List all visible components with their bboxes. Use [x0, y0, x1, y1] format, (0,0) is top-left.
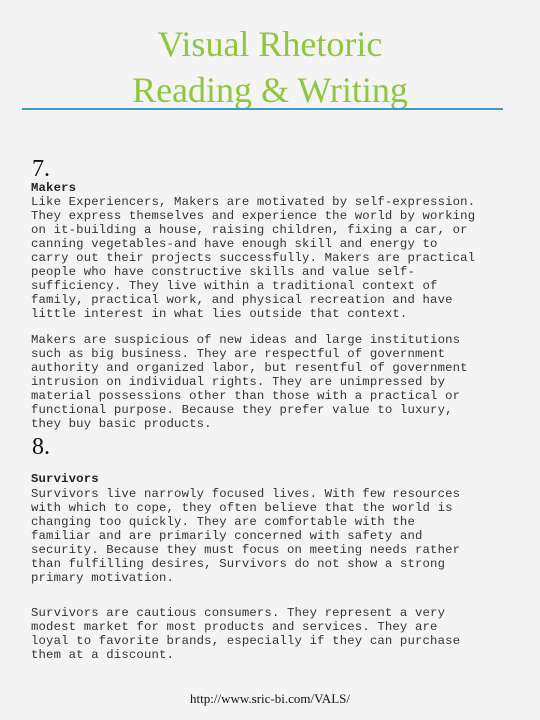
text-line: functional purpose. Because they prefer value to luxury,	[31, 403, 453, 417]
section-number-8: 8.	[32, 434, 50, 460]
text-line: modest market for most products and services. They are	[31, 620, 438, 634]
text-line: people who have constructive skills and value self-	[31, 265, 415, 279]
survivors-heading: Survivors	[31, 472, 99, 486]
text-line: carry out their projects successfully. Makers are practical	[31, 251, 476, 265]
makers-paragraph-1	[31, 195, 511, 321]
text-line: authority and organized labor, but resentful of government	[31, 361, 468, 375]
text-line: changing too quickly. They are comfortable with the	[31, 515, 415, 529]
makers-heading: Makers	[31, 181, 77, 195]
text-line: they buy basic products.	[31, 417, 212, 431]
text-line: family, practical work, and physical recreation and have	[31, 293, 453, 307]
text-line: such as big business. They are respectful of government	[31, 347, 446, 361]
slide-title-line-2: Reading & Writing	[132, 70, 408, 110]
makers-paragraph-2	[31, 333, 511, 431]
text-line: intrusion on individual rights. They are unimpressed by	[31, 375, 446, 389]
text-line: Survivors live narrowly focused lives. With few resources	[31, 487, 461, 501]
text-line: canning vegetables-and have enough skill and energy to	[31, 237, 438, 251]
survivors-paragraph-1	[31, 487, 511, 585]
section-number-7: 7.	[32, 156, 50, 182]
text-line: them at a discount.	[31, 648, 175, 662]
title-divider	[22, 108, 503, 110]
text-line: loyal to favorite brands, especially if they can purchase	[31, 634, 461, 648]
survivors-paragraph-2	[31, 606, 511, 662]
text-line: sufficiency. They live within a traditional context of	[31, 279, 438, 293]
text-line: material possessions other than those with a practical or	[31, 389, 461, 403]
text-line: primary motivation.	[31, 571, 175, 585]
text-line: on it-building a house, raising children, fixing a car, or	[31, 223, 468, 237]
text-line: little interest in what lies outside that context.	[31, 307, 408, 321]
text-line: Survivors are cautious consumers. They represent a very	[31, 606, 446, 620]
text-line: Makers are suspicious of new ideas and large institutions	[31, 333, 461, 347]
text-line: than fulfilling desires, Survivors do not show a strong	[31, 557, 446, 571]
text-line: Like Experiencers, Makers are motivated by self-expression.	[31, 195, 476, 209]
text-line: with which to cope, they often believe that the world is	[31, 501, 453, 515]
source-url: http://www.sric-bi.com/VALS/	[190, 691, 350, 706]
text-line: security. Because they must focus on meeting needs rather	[31, 543, 461, 557]
text-line: familiar and are primarily concerned with safety and	[31, 529, 423, 543]
text-line: They express themselves and experience the world by working	[31, 209, 476, 223]
slide-title-line-1: Visual Rhetoric	[157, 24, 383, 64]
